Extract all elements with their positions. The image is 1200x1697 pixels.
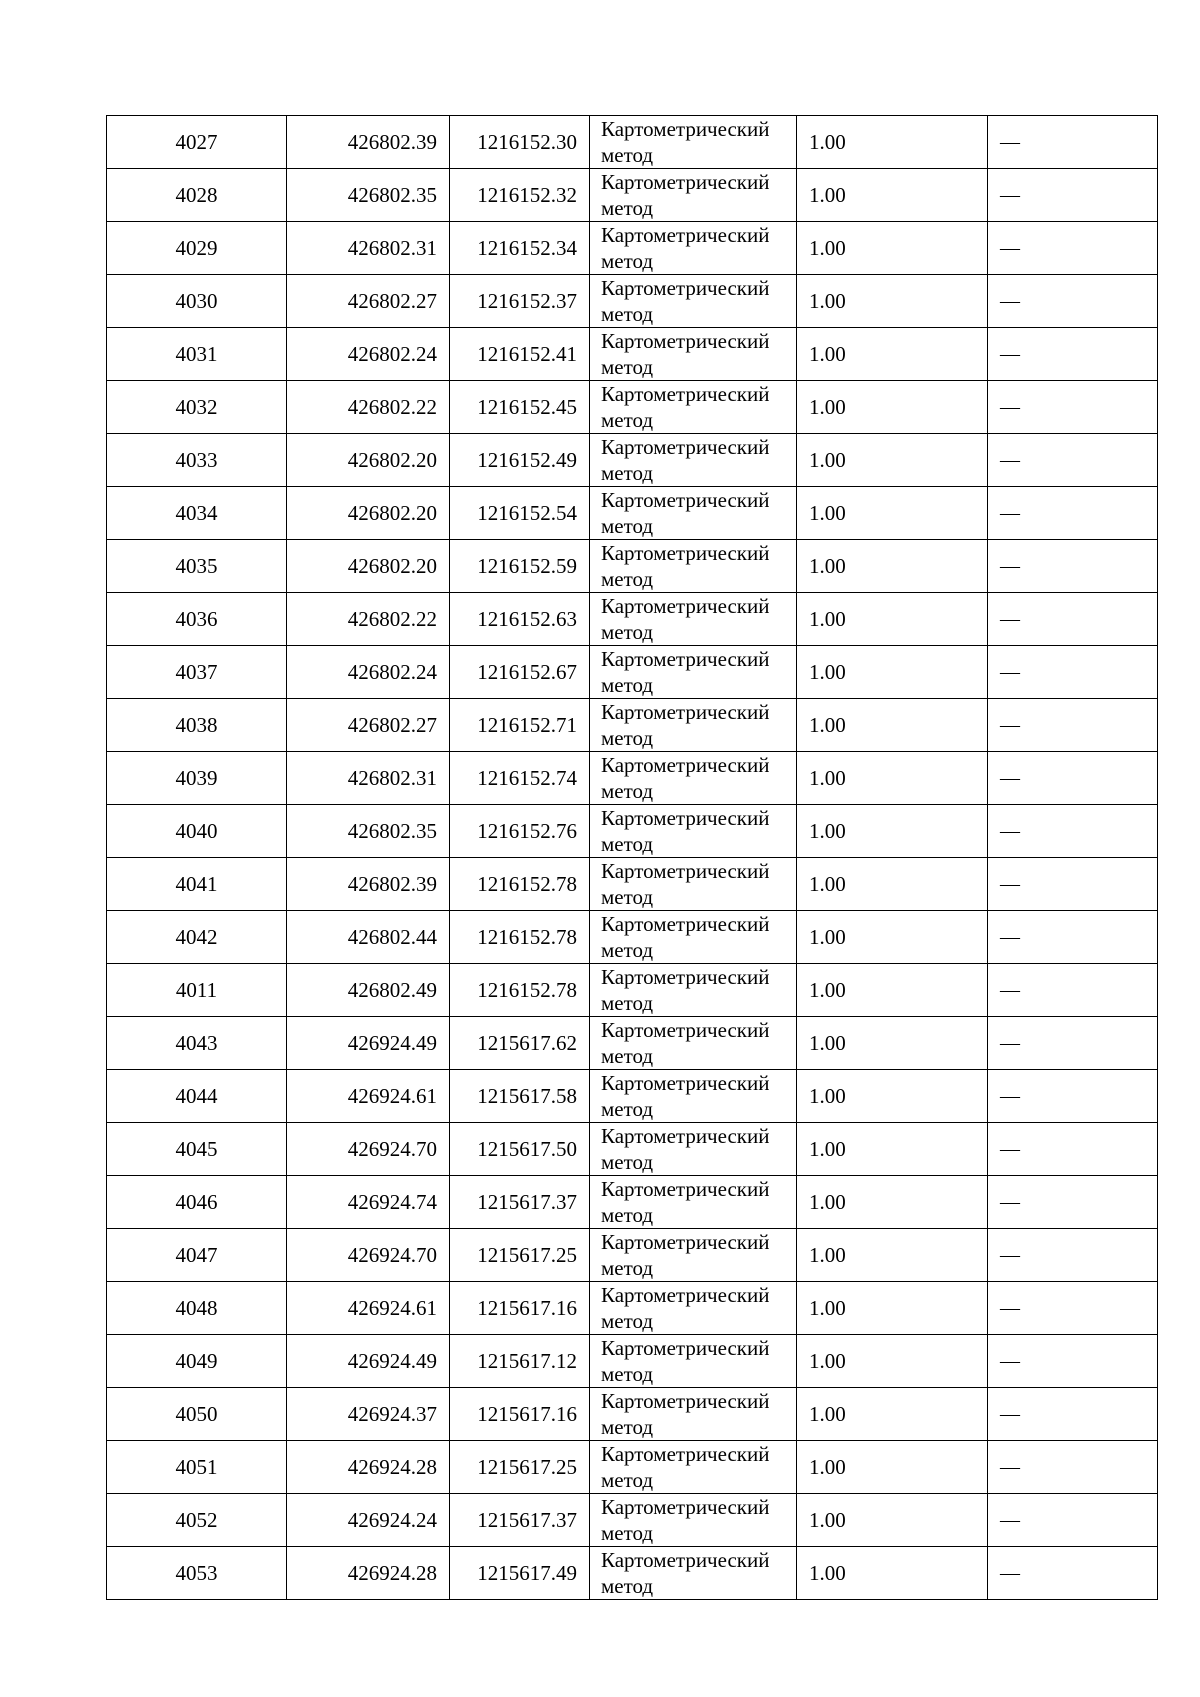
method-line-2: метод: [601, 1309, 654, 1333]
table-row: [107, 169, 1158, 222]
determination-method: [590, 858, 797, 911]
precision-value: 1.00: [797, 1123, 988, 1176]
precision-value: 1.00: [797, 858, 988, 911]
point-number: 4034: [107, 487, 287, 540]
note-dash: —: [988, 646, 1158, 699]
method-line-1: Картометрический: [601, 1442, 770, 1466]
coordinate-x: 426802.49: [287, 964, 450, 1017]
table-row: [107, 593, 1158, 646]
coordinate-y: 1216152.32: [450, 169, 590, 222]
method-line-1: Картометрический: [601, 276, 770, 300]
note-dash: —: [988, 381, 1158, 434]
precision-value: 1.00: [797, 593, 988, 646]
note-dash: —: [988, 1123, 1158, 1176]
coordinate-y: 1216152.49: [450, 434, 590, 487]
method-line-1: Картометрический: [601, 1177, 770, 1201]
coordinate-y: 1215617.49: [450, 1547, 590, 1600]
coordinate-y: 1216152.74: [450, 752, 590, 805]
method-line-2: метод: [601, 1574, 654, 1598]
method-line-2: метод: [601, 1415, 654, 1439]
method-line-2: метод: [601, 779, 654, 803]
method-line-1: Картометрический: [601, 700, 770, 724]
method-line-2: метод: [601, 1150, 654, 1174]
coordinate-y: 1215617.37: [450, 1176, 590, 1229]
point-number: 4028: [107, 169, 287, 222]
precision-value: 1.00: [797, 1335, 988, 1388]
coordinate-x: 426802.27: [287, 699, 450, 752]
method-line-1: Картометрический: [601, 1230, 770, 1254]
precision-value: 1.00: [797, 805, 988, 858]
coordinate-y: 1215617.16: [450, 1282, 590, 1335]
coordinates-table-body: [107, 116, 1158, 1600]
coordinate-x: 426924.61: [287, 1070, 450, 1123]
precision-value: 1.00: [797, 911, 988, 964]
point-number: 4032: [107, 381, 287, 434]
coordinate-y: 1216152.54: [450, 487, 590, 540]
precision-value: 1.00: [797, 1017, 988, 1070]
coordinate-y: 1215617.25: [450, 1229, 590, 1282]
note-dash: —: [988, 222, 1158, 275]
coordinate-x: 426802.31: [287, 222, 450, 275]
coordinate-y: 1215617.12: [450, 1335, 590, 1388]
point-number: 4040: [107, 805, 287, 858]
coordinate-y: 1215617.62: [450, 1017, 590, 1070]
precision-value: 1.00: [797, 752, 988, 805]
determination-method: [590, 1070, 797, 1123]
method-line-2: метод: [601, 1362, 654, 1386]
note-dash: —: [988, 1070, 1158, 1123]
note-dash: —: [988, 1229, 1158, 1282]
table-row: [107, 434, 1158, 487]
note-dash: —: [988, 1335, 1158, 1388]
table-row: [107, 275, 1158, 328]
precision-value: 1.00: [797, 964, 988, 1017]
method-line-1: Картометрический: [601, 1124, 770, 1148]
point-number: 4050: [107, 1388, 287, 1441]
method-line-2: метод: [601, 143, 654, 167]
table-row: [107, 858, 1158, 911]
method-line-1: Картометрический: [601, 647, 770, 671]
table-row: [107, 540, 1158, 593]
coordinate-x: 426924.70: [287, 1229, 450, 1282]
table-row: [107, 222, 1158, 275]
table-row: [107, 381, 1158, 434]
method-line-2: метод: [601, 249, 654, 273]
table-row: [107, 1335, 1158, 1388]
method-line-1: Картометрический: [601, 1389, 770, 1413]
point-number: 4052: [107, 1494, 287, 1547]
table-row: [107, 1494, 1158, 1547]
coordinate-x: 426802.39: [287, 858, 450, 911]
coordinate-y: 1215617.37: [450, 1494, 590, 1547]
determination-method: [590, 116, 797, 169]
coordinate-y: 1216152.76: [450, 805, 590, 858]
table-row: [107, 1070, 1158, 1123]
coordinates-sheet: [106, 115, 1157, 1600]
point-number: 4046: [107, 1176, 287, 1229]
note-dash: —: [988, 1017, 1158, 1070]
point-number: 4011: [107, 964, 287, 1017]
point-number: 4029: [107, 222, 287, 275]
point-number: 4043: [107, 1017, 287, 1070]
coordinate-x: 426802.35: [287, 169, 450, 222]
determination-method: [590, 805, 797, 858]
precision-value: 1.00: [797, 381, 988, 434]
table-row: [107, 1123, 1158, 1176]
method-line-2: метод: [601, 991, 654, 1015]
determination-method: [590, 1494, 797, 1547]
method-line-2: метод: [601, 620, 654, 644]
note-dash: —: [988, 1176, 1158, 1229]
note-dash: —: [988, 1441, 1158, 1494]
method-line-2: метод: [601, 726, 654, 750]
coordinate-x: 426924.74: [287, 1176, 450, 1229]
method-line-2: метод: [601, 938, 654, 962]
method-line-1: Картометрический: [601, 1071, 770, 1095]
method-line-1: Картометрический: [601, 1018, 770, 1042]
note-dash: —: [988, 699, 1158, 752]
method-line-2: метод: [601, 461, 654, 485]
precision-value: 1.00: [797, 1229, 988, 1282]
determination-method: [590, 593, 797, 646]
note-dash: —: [988, 328, 1158, 381]
method-line-2: метод: [601, 1044, 654, 1068]
coordinate-y: 1215617.25: [450, 1441, 590, 1494]
determination-method: [590, 1282, 797, 1335]
precision-value: 1.00: [797, 328, 988, 381]
method-line-1: Картометрический: [601, 753, 770, 777]
method-line-1: Картометрический: [601, 1548, 770, 1572]
coordinate-x: 426802.22: [287, 593, 450, 646]
precision-value: 1.00: [797, 487, 988, 540]
point-number: 4031: [107, 328, 287, 381]
method-line-1: Картометрический: [601, 435, 770, 459]
method-line-1: Картометрический: [601, 488, 770, 512]
coordinate-y: 1216152.37: [450, 275, 590, 328]
coordinate-x: 426802.20: [287, 487, 450, 540]
determination-method: [590, 964, 797, 1017]
point-number: 4049: [107, 1335, 287, 1388]
point-number: 4048: [107, 1282, 287, 1335]
determination-method: [590, 487, 797, 540]
note-dash: —: [988, 1282, 1158, 1335]
precision-value: 1.00: [797, 1176, 988, 1229]
determination-method: [590, 646, 797, 699]
method-line-2: метод: [601, 1097, 654, 1121]
method-line-1: Картометрический: [601, 223, 770, 247]
coordinate-y: 1216152.67: [450, 646, 590, 699]
method-line-1: Картометрический: [601, 806, 770, 830]
determination-method: [590, 1017, 797, 1070]
precision-value: 1.00: [797, 540, 988, 593]
note-dash: —: [988, 911, 1158, 964]
method-line-1: Картометрический: [601, 1495, 770, 1519]
method-line-2: метод: [601, 355, 654, 379]
point-number: 4036: [107, 593, 287, 646]
point-number: 4045: [107, 1123, 287, 1176]
point-number: 4047: [107, 1229, 287, 1282]
coordinate-x: 426802.22: [287, 381, 450, 434]
coordinate-x: 426924.28: [287, 1441, 450, 1494]
coordinate-x: 426924.37: [287, 1388, 450, 1441]
coordinate-y: 1216152.30: [450, 116, 590, 169]
determination-method: [590, 699, 797, 752]
coordinate-x: 426802.27: [287, 275, 450, 328]
coordinate-x: 426924.24: [287, 1494, 450, 1547]
table-row: [107, 487, 1158, 540]
precision-value: 1.00: [797, 1388, 988, 1441]
note-dash: —: [988, 434, 1158, 487]
precision-value: 1.00: [797, 1070, 988, 1123]
coordinate-x: 426924.28: [287, 1547, 450, 1600]
coordinates-table: [106, 115, 1158, 1600]
table-row: [107, 1388, 1158, 1441]
determination-method: [590, 1441, 797, 1494]
method-line-1: Картометрический: [601, 170, 770, 194]
point-number: 4038: [107, 699, 287, 752]
precision-value: 1.00: [797, 699, 988, 752]
note-dash: —: [988, 1388, 1158, 1441]
determination-method: [590, 1388, 797, 1441]
coordinate-x: 426802.20: [287, 540, 450, 593]
note-dash: —: [988, 805, 1158, 858]
table-row: [107, 328, 1158, 381]
note-dash: —: [988, 275, 1158, 328]
method-line-2: метод: [601, 1256, 654, 1280]
method-line-2: метод: [601, 673, 654, 697]
method-line-1: Картометрический: [601, 965, 770, 989]
determination-method: [590, 911, 797, 964]
precision-value: 1.00: [797, 646, 988, 699]
point-number: 4041: [107, 858, 287, 911]
method-line-2: метод: [601, 514, 654, 538]
method-line-2: метод: [601, 885, 654, 909]
precision-value: 1.00: [797, 1441, 988, 1494]
coordinate-y: 1216152.78: [450, 911, 590, 964]
coordinate-x: 426802.39: [287, 116, 450, 169]
method-line-1: Картометрический: [601, 541, 770, 565]
table-row: [107, 1229, 1158, 1282]
coordinate-x: 426802.35: [287, 805, 450, 858]
method-line-2: метод: [601, 1521, 654, 1545]
point-number: 4053: [107, 1547, 287, 1600]
method-line-1: Картометрический: [601, 382, 770, 406]
coordinate-y: 1215617.58: [450, 1070, 590, 1123]
table-row: [107, 646, 1158, 699]
determination-method: [590, 275, 797, 328]
precision-value: 1.00: [797, 1547, 988, 1600]
coordinate-y: 1216152.63: [450, 593, 590, 646]
precision-value: 1.00: [797, 222, 988, 275]
determination-method: [590, 752, 797, 805]
determination-method: [590, 1176, 797, 1229]
coordinate-y: 1215617.16: [450, 1388, 590, 1441]
note-dash: —: [988, 858, 1158, 911]
table-row: [107, 752, 1158, 805]
coordinate-y: 1216152.45: [450, 381, 590, 434]
precision-value: 1.00: [797, 169, 988, 222]
table-row: [107, 964, 1158, 1017]
point-number: 4044: [107, 1070, 287, 1123]
note-dash: —: [988, 1494, 1158, 1547]
method-line-1: Картометрический: [601, 594, 770, 618]
coordinate-x: 426924.70: [287, 1123, 450, 1176]
determination-method: [590, 434, 797, 487]
determination-method: [590, 381, 797, 434]
coordinate-x: 426802.24: [287, 646, 450, 699]
table-row: [107, 1017, 1158, 1070]
point-number: 4042: [107, 911, 287, 964]
coordinate-x: 426924.49: [287, 1017, 450, 1070]
note-dash: —: [988, 1547, 1158, 1600]
note-dash: —: [988, 487, 1158, 540]
coordinate-x: 426802.24: [287, 328, 450, 381]
method-line-2: метод: [601, 302, 654, 326]
determination-method: [590, 540, 797, 593]
method-line-2: метод: [601, 832, 654, 856]
note-dash: —: [988, 752, 1158, 805]
coordinate-x: 426802.44: [287, 911, 450, 964]
point-number: 4039: [107, 752, 287, 805]
coordinate-y: 1215617.50: [450, 1123, 590, 1176]
method-line-1: Картометрический: [601, 329, 770, 353]
point-number: 4030: [107, 275, 287, 328]
determination-method: [590, 1123, 797, 1176]
determination-method: [590, 1229, 797, 1282]
coordinate-x: 426802.31: [287, 752, 450, 805]
point-number: 4035: [107, 540, 287, 593]
coordinate-y: 1216152.34: [450, 222, 590, 275]
determination-method: [590, 1547, 797, 1600]
method-line-2: метод: [601, 1203, 654, 1227]
method-line-1: Картометрический: [601, 912, 770, 936]
coordinate-y: 1216152.71: [450, 699, 590, 752]
coordinate-x: 426924.49: [287, 1335, 450, 1388]
precision-value: 1.00: [797, 1494, 988, 1547]
coordinate-y: 1216152.59: [450, 540, 590, 593]
point-number: 4051: [107, 1441, 287, 1494]
method-line-1: Картометрический: [601, 117, 770, 141]
method-line-2: метод: [601, 567, 654, 591]
method-line-2: метод: [601, 408, 654, 432]
precision-value: 1.00: [797, 275, 988, 328]
table-row: [107, 699, 1158, 752]
coordinate-x: 426802.20: [287, 434, 450, 487]
table-row: [107, 1176, 1158, 1229]
table-row: [107, 805, 1158, 858]
determination-method: [590, 222, 797, 275]
determination-method: [590, 169, 797, 222]
method-line-1: Картометрический: [601, 859, 770, 883]
table-row: [107, 1547, 1158, 1600]
determination-method: [590, 1335, 797, 1388]
precision-value: 1.00: [797, 116, 988, 169]
precision-value: 1.00: [797, 1282, 988, 1335]
determination-method: [590, 328, 797, 381]
table-row: [107, 911, 1158, 964]
method-line-2: метод: [601, 196, 654, 220]
method-line-1: Картометрический: [601, 1283, 770, 1307]
method-line-1: Картометрический: [601, 1336, 770, 1360]
note-dash: —: [988, 116, 1158, 169]
table-row: [107, 1282, 1158, 1335]
point-number: 4027: [107, 116, 287, 169]
table-row: [107, 1441, 1158, 1494]
note-dash: —: [988, 540, 1158, 593]
precision-value: 1.00: [797, 434, 988, 487]
table-row: [107, 116, 1158, 169]
point-number: 4033: [107, 434, 287, 487]
note-dash: —: [988, 964, 1158, 1017]
note-dash: —: [988, 593, 1158, 646]
point-number: 4037: [107, 646, 287, 699]
coordinate-y: 1216152.78: [450, 858, 590, 911]
coordinate-x: 426924.61: [287, 1282, 450, 1335]
note-dash: —: [988, 169, 1158, 222]
coordinate-y: 1216152.41: [450, 328, 590, 381]
method-line-2: метод: [601, 1468, 654, 1492]
coordinate-y: 1216152.78: [450, 964, 590, 1017]
